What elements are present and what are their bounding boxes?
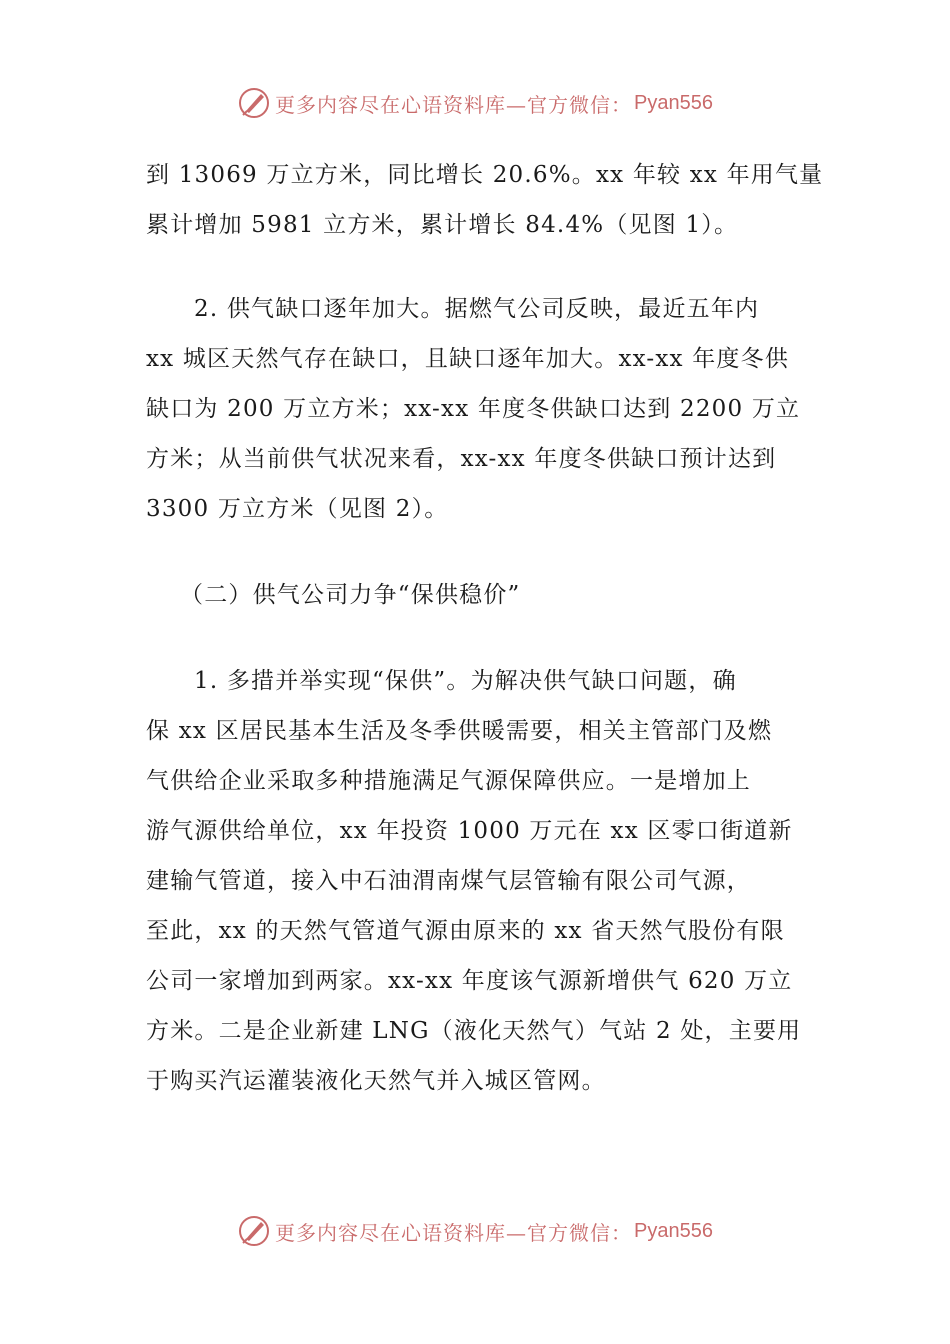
- paragraph-line: 到 13069 万立方米，同比增长 20.6%。xx 年较 xx 年用气量: [146, 162, 824, 188]
- paragraph-line: 游气源供给单位，xx 年投资 1000 万元在 xx 区零口街道新: [146, 818, 793, 844]
- paragraph-line: 方米。二是企业新建 LNG（液化天然气）气站 2 处，主要用: [146, 1018, 802, 1044]
- watermark-text: 更多内容尽在心语资料库—官方微信：: [275, 1220, 633, 1245]
- watermark-text: 更多内容尽在心语资料库—官方微信：: [275, 92, 633, 117]
- paragraph-line: xx 城区天然气存在缺口，且缺口逐年加大。xx-xx 年度冬供: [146, 346, 790, 372]
- quill-logo-icon: [237, 1214, 271, 1248]
- paragraph-line: 公司一家增加到两家。xx-xx 年度该气源新增供气 620 万立: [146, 968, 793, 994]
- paragraph-line: 1. 多措并举实现“保供”。为解决供气缺口问题，确: [194, 668, 737, 694]
- watermark-wechat-id: Pyan556: [634, 1219, 713, 1242]
- paragraph-3: [146, 656, 812, 1106]
- paragraph-1: [146, 150, 824, 250]
- paragraph-line: 建输气管道，接入中石油渭南煤气层管输有限公司气源，: [146, 868, 751, 894]
- watermark-footer: [0, 1211, 950, 1251]
- paragraph-line: 2. 供气缺口逐年加大。据燃气公司反映，最近五年内: [194, 296, 760, 322]
- document-body: [146, 150, 824, 1106]
- quill-logo-icon: [237, 86, 271, 120]
- paragraph-line: 至此，xx 的天然气管道气源由原来的 xx 省天然气股份有限: [146, 918, 785, 944]
- watermark-wechat-id: Pyan556: [634, 91, 713, 114]
- paragraph-line: 气供给企业采取多种措施满足气源保障供应。一是增加上: [146, 768, 751, 794]
- paragraph-line: 于购买汽运灌装液化天然气并入城区管网。: [146, 1068, 606, 1094]
- paragraph-line: 保 xx 区居民基本生活及冬季供暖需要，相关主管部门及燃: [146, 718, 773, 744]
- paragraph-line: 缺口为 200 万立方米；xx-xx 年度冬供缺口达到 2200 万立: [146, 396, 801, 422]
- paragraph-line: 方米；从当前供气状况来看，xx-xx 年度冬供缺口预计达到: [146, 446, 777, 472]
- paragraph-line: 累计增加 5981 立方米，累计增长 84.4%（见图 1）。: [146, 212, 739, 238]
- paragraph-2: [146, 284, 812, 534]
- watermark-header: [0, 83, 950, 123]
- section-heading: （二）供气公司力争“保供稳价”: [180, 582, 521, 608]
- paragraph-line: 3300 万立方米（见图 2）。: [146, 496, 449, 522]
